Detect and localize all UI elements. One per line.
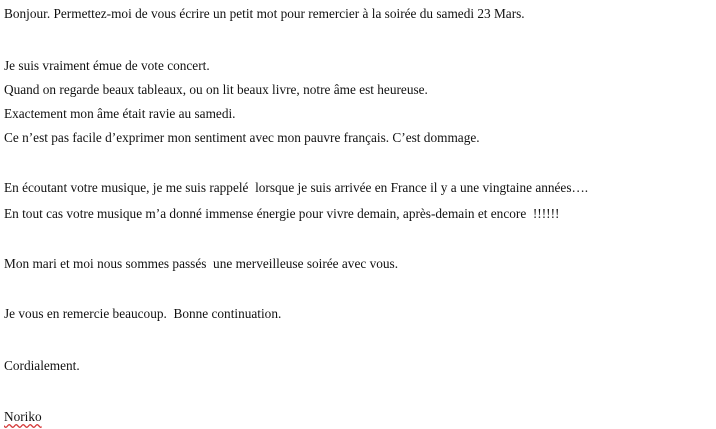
body-line: Exactement mon âme était ravie au samedi. [4,106,236,121]
signature: Noriko [4,409,42,424]
letter-document [4,0,712,429]
body-line: Je suis vraiment émue de vote concert. [4,58,210,73]
body-line: Quand on regarde beaux tableaux, ou on lit beaux livre, notre âme est heureuse. [4,82,428,97]
body-line: Ce n’est pas facile d’exprimer mon sentiment avec mon pauvre français. C’est dommage. [4,130,480,145]
body-line: En écoutant votre musique, je me suis rappelé lorsque je suis arrivée en France il y a une vingtaine années…. [4,180,589,195]
body-line: En tout cas votre musique m’a donné immense énergie pour vivre demain, après-demain et encore !!!!!! [4,206,560,221]
greeting-line: Bonjour. Permettez-moi de vous écrire un petit mot pour remercier à la soirée du samedi 23 Mars. [4,6,525,21]
body-line: Mon mari et moi nous sommes passés une merveilleuse soirée avec vous. [4,256,399,271]
body-line: Je vous en remercie beaucoup. Bonne continuation. [4,306,282,321]
closing-line: Cordialement. [4,358,80,373]
